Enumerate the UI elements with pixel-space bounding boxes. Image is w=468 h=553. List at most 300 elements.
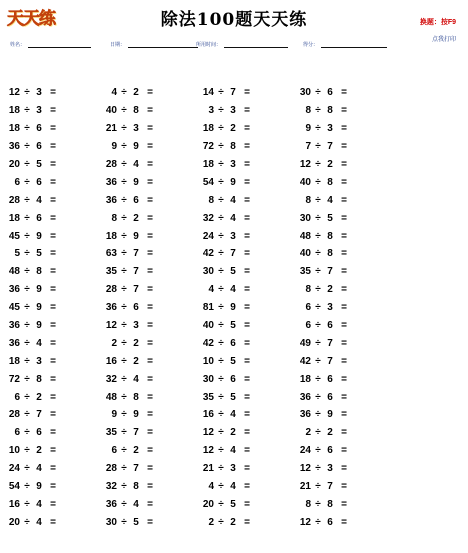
divisor: 2 [36,391,42,403]
divide-sign: ÷ [24,391,30,403]
divisor: 3 [133,320,139,332]
dividend: 30 [202,373,214,385]
equals-sign: = [50,176,56,188]
problem-item [4,84,101,102]
problem-item [295,388,392,406]
divisor: 6 [133,302,139,314]
name-field[interactable] [10,41,91,48]
problem-item [4,334,101,352]
divide-sign: ÷ [315,87,321,99]
dividend: 36 [299,391,311,403]
dividend: 30 [299,212,311,224]
date-line[interactable] [128,41,198,48]
divisor: 7 [36,409,42,421]
dividend: 81 [202,302,214,314]
divide-sign: ÷ [218,427,224,439]
problem-item [198,478,295,496]
divide-sign: ÷ [24,176,30,188]
problem-item [295,120,392,138]
divisor: 9 [133,230,139,242]
divide-sign: ÷ [315,337,321,349]
problem-item [295,478,392,496]
dividend: 48 [105,391,117,403]
equals-sign: = [147,159,153,170]
divide-sign: ÷ [121,445,127,457]
dividend: 8 [305,498,311,510]
problem-item [198,513,295,531]
divisor: 7 [133,266,139,278]
problem-item [295,209,392,227]
equals-sign: = [341,123,347,135]
problem-item [101,478,198,496]
dividend: 48 [299,230,311,242]
divide-sign: ÷ [315,141,321,153]
problem-item [198,209,295,227]
equals-sign: = [244,212,250,224]
worksheet-logo: 天天练 [7,9,55,29]
divide-sign: ÷ [218,320,224,332]
dividend: 12 [202,427,214,439]
dividend: 18 [8,105,20,117]
dividend: 45 [8,230,20,242]
problem-item [101,227,198,245]
divisor: 3 [230,230,236,242]
divisor: 8 [133,481,139,493]
problem-item [198,281,295,299]
dividend: 16 [202,409,214,421]
problem-item [4,478,101,496]
dividend: 10 [202,355,214,367]
equals-sign: = [341,409,347,421]
equals-sign: = [244,427,250,439]
divide-sign: ÷ [121,463,127,475]
divisor: 3 [230,159,236,170]
equals-sign: = [50,498,56,510]
divisor: 7 [133,284,139,296]
divide-sign: ÷ [121,87,127,99]
divide-sign: ÷ [315,498,321,510]
equals-sign: = [244,355,250,367]
problem-item [101,191,198,209]
divisor: 4 [230,194,236,206]
equals-sign: = [147,481,153,493]
divide-sign: ÷ [218,159,224,170]
equals-sign: = [244,373,250,385]
equals-sign: = [341,320,347,332]
divisor: 2 [327,159,333,170]
divisor: 2 [133,445,139,457]
dividend: 6 [305,320,311,332]
dividend: 40 [105,105,117,117]
divisor: 7 [327,141,333,153]
dividend: 32 [105,373,117,385]
equals-sign: = [341,176,347,188]
divide-sign: ÷ [121,302,127,314]
problem-item [198,263,295,281]
equals-sign: = [341,141,347,153]
divisor: 4 [230,481,236,493]
problem-item [295,460,392,478]
problem-item [198,495,295,513]
dividend: 36 [105,194,117,206]
divide-sign: ÷ [24,320,30,332]
problem-item [101,299,198,317]
dividend: 12 [299,159,311,170]
divide-sign: ÷ [24,284,30,296]
divisor: 5 [36,159,42,170]
problem-item [101,424,198,442]
dividend: 42 [202,248,214,260]
divide-sign: ÷ [121,284,127,296]
equals-sign: = [341,266,347,278]
divide-sign: ÷ [24,212,30,224]
divide-sign: ÷ [121,427,127,439]
equals-sign: = [341,463,347,475]
divisor: 9 [36,230,42,242]
divide-sign: ÷ [218,176,224,188]
dividend: 6 [305,302,311,314]
problem-item [4,227,101,245]
refresh-hint: 换题：按F9 [419,19,456,26]
equals-sign: = [50,87,56,99]
equals-sign: = [244,445,250,457]
divisor: 6 [327,373,333,385]
equals-sign: = [50,284,56,296]
equals-sign: = [147,409,153,421]
problem-item [198,424,295,442]
divide-sign: ÷ [218,141,224,153]
divide-sign: ÷ [24,248,30,260]
divide-sign: ÷ [24,230,30,242]
divisor: 6 [36,141,42,153]
divide-sign: ÷ [121,248,127,260]
equals-sign: = [147,176,153,188]
divisor: 7 [327,355,333,367]
divide-sign: ÷ [218,409,224,421]
equals-sign: = [341,337,347,349]
divisor: 9 [36,320,42,332]
divide-sign: ÷ [315,212,321,224]
dividend: 8 [305,194,311,206]
problem-item [4,424,101,442]
divide-sign: ÷ [315,266,321,278]
problem-item [4,138,101,156]
equals-sign: = [341,159,347,170]
divisor: 8 [36,266,42,278]
equals-sign: = [50,391,56,403]
divisor: 6 [327,445,333,457]
divide-sign: ÷ [315,445,321,457]
divide-sign: ÷ [315,105,321,117]
problem-item [198,120,295,138]
problem-item [101,138,198,156]
equals-sign: = [341,105,347,117]
problem-item [101,281,198,299]
time-line[interactable] [224,41,288,48]
divide-sign: ÷ [24,123,30,135]
equals-sign: = [147,445,153,457]
dividend: 18 [202,123,214,135]
dividend: 12 [299,516,311,528]
divisor: 8 [327,230,333,242]
divide-sign: ÷ [24,355,30,367]
equals-sign: = [244,194,250,206]
dividend: 35 [105,427,117,439]
dividend: 6 [111,445,117,457]
equals-sign: = [147,373,153,385]
dividend: 8 [111,212,117,224]
dividend: 16 [8,498,20,510]
divide-sign: ÷ [218,463,224,475]
divide-sign: ÷ [121,409,127,421]
dividend: 6 [14,427,20,439]
dividend: 28 [105,159,117,170]
divide-sign: ÷ [315,176,321,188]
equals-sign: = [341,87,347,99]
dividend: 20 [8,159,20,170]
dividend: 2 [208,516,214,528]
problem-item [101,156,198,174]
divisor: 9 [230,302,236,314]
divisor: 7 [230,248,236,260]
problem-item [295,299,392,317]
equals-sign: = [341,230,347,242]
time-field[interactable] [196,41,288,48]
dividend: 35 [105,266,117,278]
dividend: 20 [202,498,214,510]
divisor: 5 [230,498,236,510]
problem-item [4,370,101,388]
problem-item [198,388,295,406]
problem-item [4,281,101,299]
print-link[interactable]: 点我打印 [431,37,456,43]
dividend: 18 [8,123,20,135]
equals-sign: = [244,87,250,99]
equals-sign: = [244,516,250,528]
divisor: 4 [230,409,236,421]
problem-item [101,495,198,513]
dividend: 54 [8,481,20,493]
dividend: 8 [305,105,311,117]
equals-sign: = [341,302,347,314]
divide-sign: ÷ [24,498,30,510]
divide-sign: ÷ [218,498,224,510]
divisor: 6 [36,427,42,439]
equals-sign: = [341,481,347,493]
divisor: 2 [133,355,139,367]
problem-item [295,173,392,191]
equals-sign: = [147,248,153,260]
divide-sign: ÷ [121,373,127,385]
divide-sign: ÷ [315,481,321,493]
dividend: 45 [8,302,20,314]
divisor: 7 [327,481,333,493]
equals-sign: = [50,481,56,493]
problem-item [198,334,295,352]
dividend: 16 [105,355,117,367]
problem-item [4,513,101,531]
divisor: 2 [133,87,139,99]
divide-sign: ÷ [24,409,30,421]
equals-sign: = [50,355,56,367]
divisor: 8 [133,391,139,403]
problem-item [4,495,101,513]
score-line[interactable] [321,41,387,48]
date-field[interactable] [110,41,198,48]
dividend: 72 [202,141,214,153]
dividend: 49 [299,337,311,349]
divide-sign: ÷ [315,373,321,385]
divide-sign: ÷ [24,481,30,493]
problem-item [198,84,295,102]
divisor: 9 [36,284,42,296]
equals-sign: = [147,87,153,99]
problem-item [198,352,295,370]
divisor: 6 [36,176,42,188]
problem-item [101,245,198,263]
dividend: 18 [8,355,20,367]
equals-sign: = [341,445,347,457]
problem-item [4,102,101,120]
score-field[interactable] [303,41,387,48]
divisor: 8 [327,248,333,260]
dividend: 36 [8,320,20,332]
equals-sign: = [50,141,56,153]
equals-sign: = [244,266,250,278]
divide-sign: ÷ [24,302,30,314]
problem-item [4,156,101,174]
divide-sign: ÷ [315,159,321,170]
problem-item [198,406,295,424]
divide-sign: ÷ [24,337,30,349]
divide-sign: ÷ [24,266,30,278]
dividend: 18 [202,159,214,170]
divide-sign: ÷ [121,481,127,493]
divisor: 6 [36,212,42,224]
problem-item [198,442,295,460]
dividend: 24 [299,445,311,457]
dividend: 35 [299,266,311,278]
divisor: 4 [36,498,42,510]
equals-sign: = [244,105,250,117]
divide-sign: ÷ [24,159,30,170]
divisor: 9 [36,302,42,314]
dividend: 30 [299,87,311,99]
divisor: 6 [327,391,333,403]
equals-sign: = [244,409,250,421]
problem-item [4,442,101,460]
divide-sign: ÷ [218,105,224,117]
divide-sign: ÷ [121,141,127,153]
problem-item [198,370,295,388]
equals-sign: = [50,266,56,278]
dividend: 21 [299,481,311,493]
dividend: 18 [299,373,311,385]
divide-sign: ÷ [218,337,224,349]
divisor: 9 [133,141,139,153]
equals-sign: = [341,516,347,528]
divisor: 3 [133,123,139,135]
divisor: 3 [327,463,333,475]
equals-sign: = [341,212,347,224]
problem-item [101,317,198,335]
divisor: 7 [133,427,139,439]
problem-item [4,460,101,478]
divide-sign: ÷ [218,212,224,224]
divisor: 3 [230,463,236,475]
equals-sign: = [244,159,250,170]
divisor: 6 [327,516,333,528]
divisor: 9 [133,409,139,421]
divide-sign: ÷ [24,516,30,528]
dividend: 4 [208,284,214,296]
divisor: 9 [327,409,333,421]
dividend: 7 [305,141,311,153]
problem-item [198,245,295,263]
divisor: 8 [327,498,333,510]
dividend: 48 [8,266,20,278]
divide-sign: ÷ [121,123,127,135]
problem-item [4,120,101,138]
equals-sign: = [147,212,153,224]
divisor: 7 [230,87,236,99]
dividend: 40 [202,320,214,332]
divisor: 5 [230,320,236,332]
divisor: 3 [36,355,42,367]
divide-sign: ÷ [121,337,127,349]
dividend: 5 [14,248,20,260]
name-line[interactable] [28,41,91,48]
dividend: 12 [299,463,311,475]
divisor: 2 [36,445,42,457]
problem-item [4,388,101,406]
divisor: 8 [327,105,333,117]
equals-sign: = [50,516,56,528]
divisor: 7 [327,266,333,278]
equals-sign: = [244,248,250,260]
date-label: 日期： [110,42,126,48]
equals-sign: = [147,463,153,475]
divide-sign: ÷ [24,194,30,206]
equals-sign: = [50,248,56,260]
dividend: 9 [111,409,117,421]
divisor: 6 [327,320,333,332]
equals-sign: = [50,445,56,457]
divide-sign: ÷ [315,320,321,332]
dividend: 63 [105,248,117,260]
divisor: 3 [230,105,236,117]
divisor: 4 [230,445,236,457]
dividend: 10 [8,445,20,457]
divide-sign: ÷ [315,194,321,206]
dividend: 36 [8,141,20,153]
dividend: 42 [299,355,311,367]
divide-sign: ÷ [218,87,224,99]
problem-item [4,352,101,370]
equals-sign: = [50,409,56,421]
equals-sign: = [147,391,153,403]
equals-sign: = [50,320,56,332]
dividend: 36 [8,284,20,296]
divide-sign: ÷ [218,355,224,367]
problem-item [295,138,392,156]
problem-item [101,406,198,424]
divisor: 9 [133,176,139,188]
divide-sign: ÷ [121,320,127,332]
divide-sign: ÷ [24,141,30,153]
divisor: 7 [327,337,333,349]
divide-sign: ÷ [315,463,321,475]
